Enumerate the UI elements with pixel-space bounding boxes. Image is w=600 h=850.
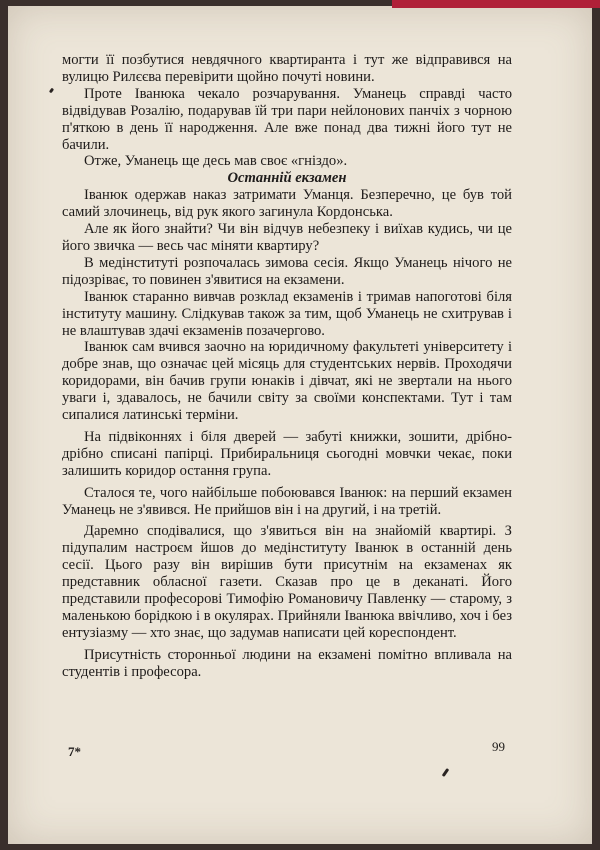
paragraph: В медінституті розпочалась зимова сесія. Якщо Уманець нічого не підозріває, то повинен з'явитися на екзамени.	[62, 254, 512, 288]
paragraph: Але як його знайти? Чи він відчув небезпеку і виїхав кудись, чи це його звичка — весь час міняти квартиру?	[62, 221, 512, 254]
paragraph: Іванюк одержав наказ затримати Уманця. Безперечно, це був той самий злочинець, від рук якого загинула Кордонська.	[62, 187, 512, 221]
page-text	[62, 52, 512, 681]
page-tab	[392, 0, 600, 8]
printer-signature: 7*	[68, 744, 81, 759]
ink-blot	[442, 768, 450, 777]
chapter-heading: Останній екзамен	[227, 170, 347, 187]
ink-blot	[49, 88, 54, 94]
book-page	[8, 6, 592, 844]
paragraph: Присутність сторонньої людини на екзамені помітно впливала на студентів і професора.	[62, 646, 512, 680]
paragraph: Іванюк старанно вивчав розклад екзаменів і тримав напоготові біля інституту машину. Слідкував також за тим, щоб Уманець не схитрував і не влаштував здачі екзаменів позачергово.	[62, 288, 512, 339]
paragraph: Проте Іванюка чекало розчарування. Уманець справді часто відвідував Розалію, подарував їй три пари нейлонових панчіх з чорною п'яткою в день її народження. Але вже понад два тижні його тут не бачили.	[62, 85, 512, 153]
paragraph: На підвіконнях і біля дверей — забуті книжки, зошити, дрібно-дрібно списані папірці. Прибиральниця сьогодні мовчки чекає, поки залишить коридор остання група.	[62, 428, 512, 479]
paragraph: Отже, Уманець ще десь мав своє «гніздо».	[84, 153, 348, 170]
paragraph: могти її позбутися невдячного квартиранта і тут же відправився на вулицю Рилєєва перевірити щойно почуті новини.	[62, 52, 512, 85]
page-number: 99	[492, 739, 505, 754]
paragraph: Іванюк сам вчився заочно на юридичному факультеті університету і добре знав, що означає цей місяць для студентських нервів. Проходячи коридорами, він бачив групи юнаків і дівчат, які не звертали на нього уваги і, здавалось, не бачили світу за своїми конспектами. Тут і там сипалися латинські терміни.	[62, 339, 512, 424]
paragraph: Сталося те, чого найбільше побоювався Іванюк: на перший екзамен Уманець не з'явився. Не прийшов він і на другий, і на третій.	[62, 484, 512, 518]
paragraph: Даремно сподівалися, що з'явиться він на знайомій квартирі. З підупалим настроєм йшов до медінституту Іванюк в останній день сесії. Цього разу він вирішив бути присутнім на екзаменах як представник обласної газети. Сказав про це в деканаті. Його представили професорові Тимофію Романовичу Павленку — старому, з маленькою борідкою і в окулярах. Прийняли Іванюка ввічливо, хоч і без ентузіазму — хто знає, що задумав написати цей кореспондент.	[62, 523, 512, 641]
